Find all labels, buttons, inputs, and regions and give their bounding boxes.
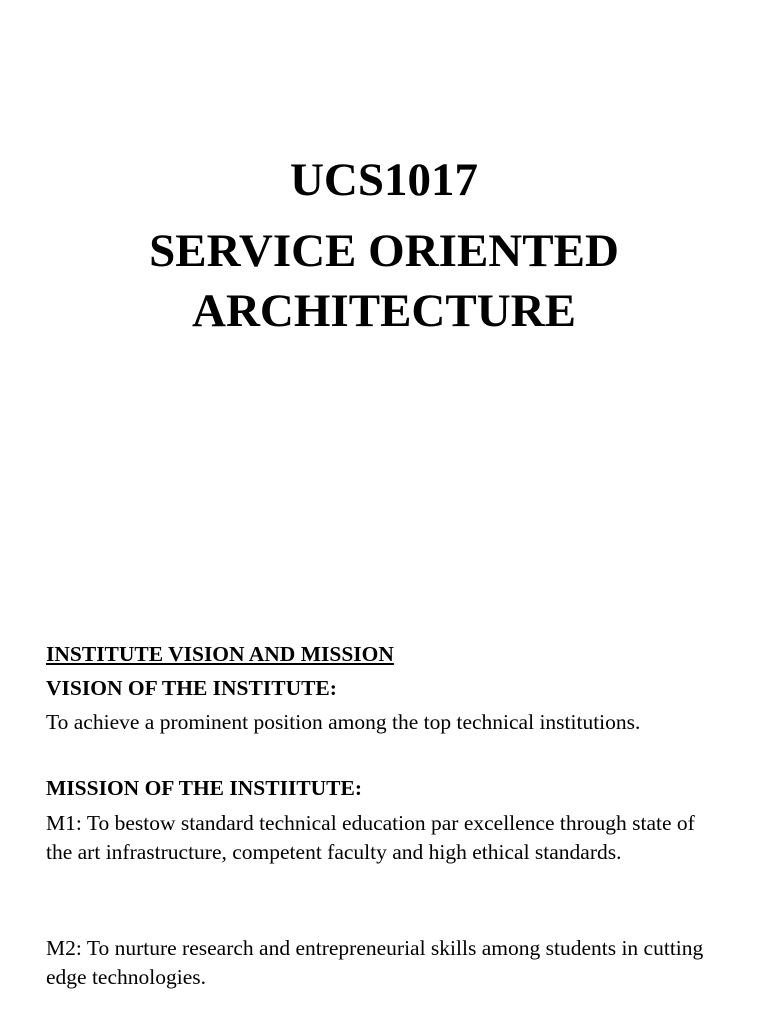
mission-item-1: M1: To bestow standard technical education par excellence through state of the art infrastructure, competent faculty and high ethical standards. [46,811,695,864]
mission-heading: MISSION OF THE INSTIITUTE: [46,776,363,800]
course-code: UCS1017 [289,154,479,206]
vision-heading: VISION OF THE INSTITUTE: [46,676,337,700]
vision-text: To achieve a prominent position among the top technical institutions. [46,710,641,734]
course-title [0,221,768,341]
mission-item-2: M2: To nurture research and entrepreneurial skills among students in cutting edge technologies. [46,936,704,989]
course-title-line-1: SERVICE ORIENTED [149,225,619,277]
section-heading: INSTITUTE VISION AND MISSION [46,642,394,666]
course-title-line-2: ARCHITECTURE [192,285,576,337]
